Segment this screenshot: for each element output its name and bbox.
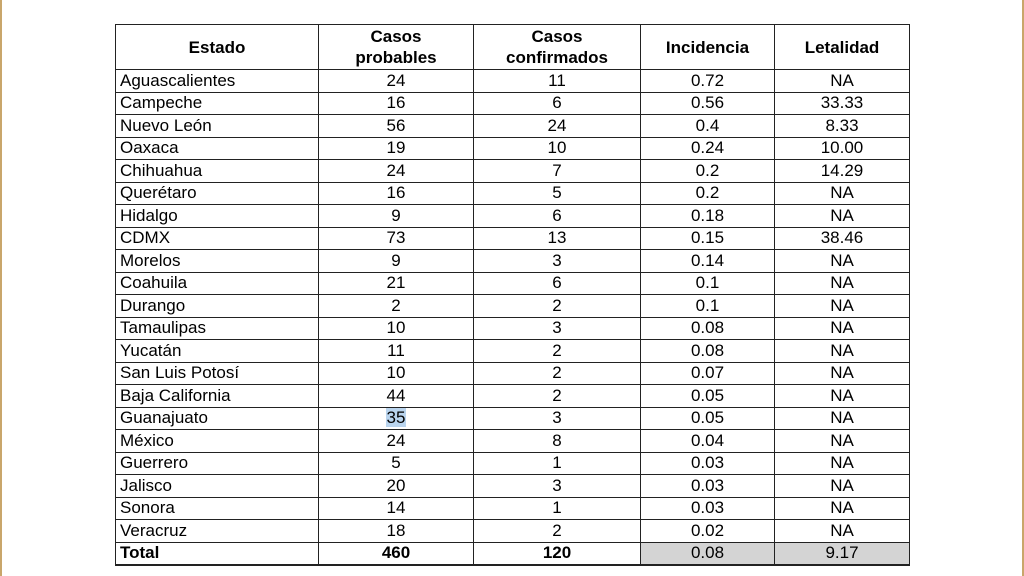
confirmados-cell[interactable]: 2: [474, 520, 641, 543]
letalidad-cell[interactable]: NA: [775, 317, 910, 340]
confirmados-cell[interactable]: 24: [474, 115, 641, 138]
letalidad-cell[interactable]: NA: [775, 452, 910, 475]
incidencia-cell[interactable]: 0.02: [641, 520, 775, 543]
incidencia-cell[interactable]: 0.56: [641, 92, 775, 115]
incidencia-cell[interactable]: 0.05: [641, 385, 775, 408]
letalidad-cell[interactable]: NA: [775, 407, 910, 430]
letalidad-cell[interactable]: 33.33: [775, 92, 910, 115]
incidencia-cell[interactable]: 0.1: [641, 272, 775, 295]
estado-cell[interactable]: Yucatán: [116, 340, 319, 363]
probables-cell[interactable]: 56: [319, 115, 474, 138]
confirmados-cell[interactable]: 2: [474, 385, 641, 408]
confirmados-cell[interactable]: 1: [474, 452, 641, 475]
estado-cell[interactable]: México: [116, 430, 319, 453]
table-row: [116, 475, 910, 498]
letalidad-cell[interactable]: NA: [775, 250, 910, 273]
page-edge-left: [0, 0, 2, 576]
probables-cell[interactable]: 16: [319, 182, 474, 205]
table-row: [116, 340, 910, 363]
letalidad-cell[interactable]: NA: [775, 340, 910, 363]
letalidad-cell[interactable]: NA: [775, 362, 910, 385]
header-letalidad[interactable]: Letalidad: [775, 25, 910, 70]
confirmados-cell[interactable]: 11: [474, 70, 641, 93]
estado-cell[interactable]: CDMX: [116, 227, 319, 250]
incidencia-cell[interactable]: 0.07: [641, 362, 775, 385]
incidencia-cell[interactable]: 0.05: [641, 407, 775, 430]
probables-cell[interactable]: 21: [319, 272, 474, 295]
letalidad-cell[interactable]: NA: [775, 272, 910, 295]
table-row: [116, 70, 910, 93]
letalidad-cell[interactable]: NA: [775, 295, 910, 318]
confirmados-cell[interactable]: 1: [474, 497, 641, 520]
total-incidencia-cell[interactable]: 0.08: [641, 542, 775, 565]
confirmados-cell[interactable]: 2: [474, 340, 641, 363]
probables-cell[interactable]: 24: [319, 70, 474, 93]
selected-text: 35: [386, 408, 406, 428]
table-row: [116, 295, 910, 318]
estado-cell[interactable]: Campeche: [116, 92, 319, 115]
confirmados-cell[interactable]: 6: [474, 272, 641, 295]
confirmados-cell[interactable]: 6: [474, 205, 641, 228]
estado-cell[interactable]: Oaxaca: [116, 137, 319, 160]
confirmados-cell[interactable]: 5: [474, 182, 641, 205]
incidencia-cell[interactable]: 0.18: [641, 205, 775, 228]
letalidad-cell[interactable]: NA: [775, 520, 910, 543]
incidencia-cell[interactable]: 0.03: [641, 497, 775, 520]
total-confirmados-cell[interactable]: 120: [474, 542, 641, 565]
estado-cell[interactable]: Baja California: [116, 385, 319, 408]
letalidad-cell[interactable]: NA: [775, 205, 910, 228]
estado-cell[interactable]: Querétaro: [116, 182, 319, 205]
confirmados-cell[interactable]: 13: [474, 227, 641, 250]
letalidad-cell[interactable]: NA: [775, 430, 910, 453]
incidencia-cell[interactable]: 0.04: [641, 430, 775, 453]
total-letalidad-cell[interactable]: 9.17: [775, 542, 910, 565]
probables-cell[interactable]: 73: [319, 227, 474, 250]
table-row: [116, 362, 910, 385]
incidencia-cell[interactable]: 0.14: [641, 250, 775, 273]
table-row: [116, 385, 910, 408]
letalidad-cell[interactable]: NA: [775, 497, 910, 520]
header-casos-confirmados[interactable]: Casos confirmados: [474, 25, 641, 70]
estado-cell[interactable]: Morelos: [116, 250, 319, 273]
estado-cell[interactable]: Veracruz: [116, 520, 319, 543]
table-row: [116, 115, 910, 138]
probables-cell[interactable]: 9: [319, 205, 474, 228]
confirmados-cell[interactable]: 3: [474, 317, 641, 340]
confirmados-cell[interactable]: 3: [474, 407, 641, 430]
probables-cell[interactable]: 11: [319, 340, 474, 363]
incidencia-cell[interactable]: 0.72: [641, 70, 775, 93]
table-row: [116, 92, 910, 115]
estado-cell[interactable]: Tamaulipas: [116, 317, 319, 340]
incidencia-cell[interactable]: 0.08: [641, 340, 775, 363]
table-total-row: [116, 542, 910, 565]
table-header-row: [116, 25, 910, 70]
probables-cell[interactable]: 24: [319, 430, 474, 453]
letalidad-cell[interactable]: 14.29: [775, 160, 910, 183]
table-row: [116, 407, 910, 430]
estado-cell[interactable]: Jalisco: [116, 475, 319, 498]
letalidad-cell[interactable]: 38.46: [775, 227, 910, 250]
total-label-cell[interactable]: Total: [116, 542, 319, 565]
table-row: [116, 452, 910, 475]
header-casos-probables[interactable]: Casos probables: [319, 25, 474, 70]
letalidad-cell[interactable]: NA: [775, 385, 910, 408]
confirmados-cell[interactable]: 3: [474, 250, 641, 273]
incidencia-cell[interactable]: 0.08: [641, 317, 775, 340]
table-row: [116, 160, 910, 183]
probables-cell[interactable]: 44: [319, 385, 474, 408]
header-estado[interactable]: Estado: [116, 25, 319, 70]
cases-table: [115, 24, 910, 566]
letalidad-cell[interactable]: 8.33: [775, 115, 910, 138]
confirmados-cell[interactable]: 6: [474, 92, 641, 115]
probables-cell[interactable]: 19: [319, 137, 474, 160]
probables-cell[interactable]: 5: [319, 452, 474, 475]
incidencia-cell[interactable]: 0.24: [641, 137, 775, 160]
estado-cell[interactable]: Sonora: [116, 497, 319, 520]
letalidad-cell[interactable]: NA: [775, 70, 910, 93]
probables-cell[interactable]: 16: [319, 92, 474, 115]
estado-cell[interactable]: Coahuila: [116, 272, 319, 295]
letalidad-cell[interactable]: NA: [775, 182, 910, 205]
estado-cell[interactable]: Guerrero: [116, 452, 319, 475]
table-row: [116, 250, 910, 273]
estado-cell[interactable]: Nuevo León: [116, 115, 319, 138]
header-incidencia[interactable]: Incidencia: [641, 25, 775, 70]
probables-cell[interactable]: 20: [319, 475, 474, 498]
probables-cell[interactable]: 18: [319, 520, 474, 543]
estado-cell[interactable]: Chihuahua: [116, 160, 319, 183]
table-row: [116, 317, 910, 340]
table-row: [116, 430, 910, 453]
table-row: [116, 272, 910, 295]
incidencia-cell[interactable]: 0.03: [641, 452, 775, 475]
table-row: [116, 227, 910, 250]
total-probables-cell[interactable]: 460: [319, 542, 474, 565]
confirmados-cell[interactable]: 2: [474, 295, 641, 318]
confirmados-cell[interactable]: 2: [474, 362, 641, 385]
probables-cell[interactable]: 24: [319, 160, 474, 183]
incidencia-cell[interactable]: 0.03: [641, 475, 775, 498]
estado-cell[interactable]: San Luis Potosí: [116, 362, 319, 385]
table-row: [116, 520, 910, 543]
confirmados-cell[interactable]: 7: [474, 160, 641, 183]
estado-cell[interactable]: Guanajuato: [116, 407, 319, 430]
confirmados-cell[interactable]: 3: [474, 475, 641, 498]
table-row: [116, 205, 910, 228]
table-row: [116, 182, 910, 205]
table-row: [116, 497, 910, 520]
probables-cell[interactable]: 10: [319, 362, 474, 385]
probables-cell[interactable]: 2: [319, 295, 474, 318]
incidencia-cell[interactable]: 0.15: [641, 227, 775, 250]
confirmados-cell[interactable]: 8: [474, 430, 641, 453]
estado-cell[interactable]: Aguascalientes: [116, 70, 319, 93]
probables-cell[interactable]: 10: [319, 317, 474, 340]
incidencia-cell[interactable]: 0.1: [641, 295, 775, 318]
estado-cell[interactable]: Durango: [116, 295, 319, 318]
incidencia-cell[interactable]: 0.4: [641, 115, 775, 138]
incidencia-cell[interactable]: 0.2: [641, 160, 775, 183]
estado-cell[interactable]: Hidalgo: [116, 205, 319, 228]
incidencia-cell[interactable]: 0.2: [641, 182, 775, 205]
table-row: [116, 137, 910, 160]
probables-cell[interactable]: 14: [319, 497, 474, 520]
letalidad-cell[interactable]: 10.00: [775, 137, 910, 160]
letalidad-cell[interactable]: NA: [775, 475, 910, 498]
probables-cell[interactable]: [319, 407, 474, 430]
probables-cell[interactable]: 9: [319, 250, 474, 273]
confirmados-cell[interactable]: 10: [474, 137, 641, 160]
